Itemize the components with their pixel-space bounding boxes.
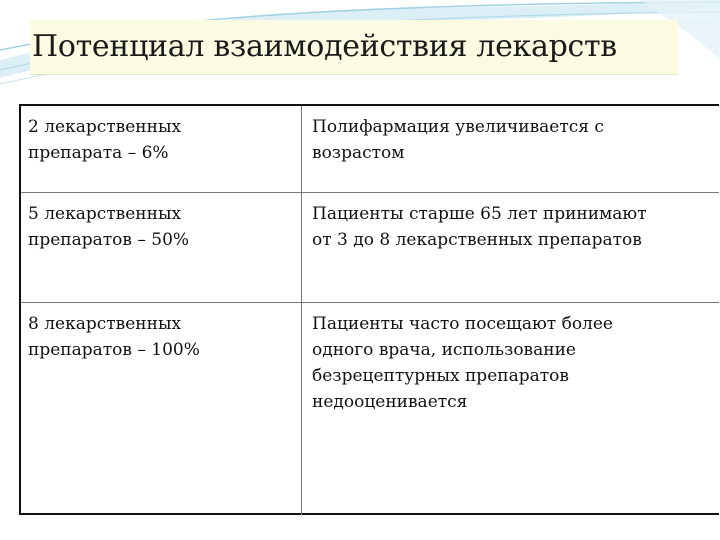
- table-cell-right: [312, 311, 717, 415]
- table-cell-right: [312, 201, 717, 253]
- title-box: [30, 20, 678, 75]
- cell-line: 5 лекарственных: [28, 204, 182, 224]
- cell-line: препарата – 6%: [28, 143, 169, 163]
- cell-line: возрастом: [312, 143, 405, 163]
- table-cell-left: [28, 201, 296, 253]
- table-cell-right: [312, 114, 717, 166]
- table-cell-left: [28, 311, 296, 363]
- cell-line: от 3 до 8 лекарственных препаратов: [312, 230, 642, 250]
- table-row: [21, 193, 719, 303]
- cell-line: 2 лекарственных: [28, 117, 182, 137]
- cell-line: Пациенты часто посещают более: [312, 314, 613, 334]
- info-table: [19, 104, 719, 515]
- cell-line: Полифармация увеличивается с: [312, 117, 604, 137]
- cell-line: препаратов – 50%: [28, 230, 190, 250]
- cell-line: препаратов – 100%: [28, 340, 200, 360]
- cell-line: Пациенты старше 65 лет принимают: [312, 204, 647, 224]
- cell-line: одного врача, использование: [312, 340, 576, 360]
- cell-line: 8 лекарственных: [28, 314, 182, 334]
- table-row: [21, 303, 719, 515]
- cell-line: безрецептурных препаратов: [312, 366, 569, 386]
- table-cell-left: [28, 114, 296, 166]
- cell-line: недооценивается: [312, 392, 468, 412]
- page-title: Потенциал взаимодействия лекарств: [32, 29, 617, 64]
- table-row: [21, 106, 719, 193]
